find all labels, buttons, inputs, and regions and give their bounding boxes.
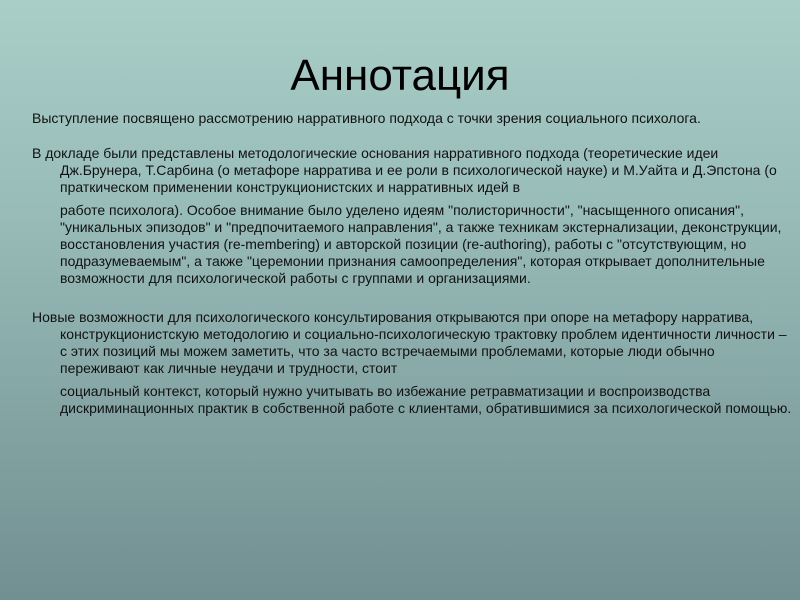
paragraph-report: В докладе были представлены методологические основания нарративного подхода (теоретические идеи Дж.Брунера, Т.Сарбина (о метафоре нарратива и ее роли в психологической науке) и М.Уайта и Д.Эпстона (о праткическом применении конструкционистских и нарративных идей в xyxy=(32,145,777,195)
slide-title: Аннотация xyxy=(290,51,510,100)
paragraph-opportunities-continued: социальный контекст, который нужно учитывать во избежание ретравматизации и воспроизводства дискриминационных практик в собственной работе с клиентами, обратившимися за психологической помощью. xyxy=(60,383,792,416)
paragraph-intro: Выступление посвящено рассмотрению нарративного подхода с точки зрения социального психолога. xyxy=(32,110,701,126)
slide-body xyxy=(32,110,792,417)
paragraph-opportunities: Новые возможности для психологического консультирования открываются при опоре на метафору нарратива, конструкционистскую методологию и социально-психологическую трактовку проблем идентичности личности – с этих позиций мы можем заметить, что за часто встречаемыми проблемами, которые люди обычно переживают как личные неудачи и трудности, стоит xyxy=(32,309,787,376)
paragraph-report-continued: работе психолога). Особое внимание было уделено идеям "полисторичности", "насыщенного описания", "уникальных эпизодов" и "предпочитаемого направления", а также техникам экстернализации, деконструкции, восстановления участия (re-membering) и авторской позиции (re-authoring), работы с "отсутствующим, но подразумеваемым", а также "церемонии признания самоопределения", которая открывает дополнительные возможности для психологической работы с группами и организациями. xyxy=(60,202,782,286)
